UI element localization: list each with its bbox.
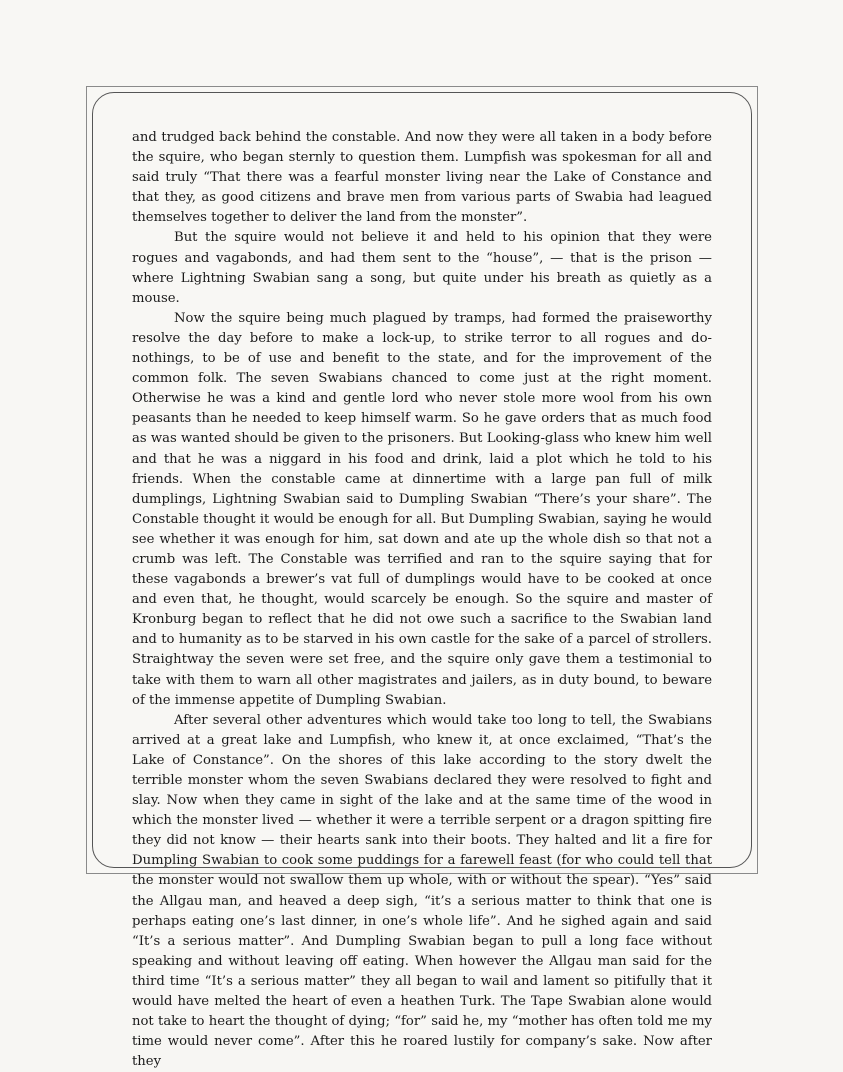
paragraph: After several other adventures which would take too long to tell, the Swabians arrived at a great lake and Lumpfish, who knew it, at once exclaimed, “That’s the Lake of Constance”. On the shores of this lake according to the story dwelt the terrible monster whom the seven Swabians declared they were resolved to fight and slay. Now when they came in sight of the lake and at the same time of the wood in which the monster lived — whether it were a terrible serpent or a dragon spitting fire they did not know — their hearts sank into their boots. They halted and lit a fire for Dumpling Swabian to cook some puddings for a farewell feast (for who could tell that the monster would not swallow them up whole, with or without the spear). “Yes” said the Allgau man, and heaved a deep sigh, “it’s a serious matter to think that one is perhaps eating one’s last dinner, in one’s whole life”. And he sighed again and said “It’s a serious matter”. And Dumpling Swabian began to pull a long face without speaking and without leaving off eating. When however the Allgau man said for the third time “It’s a serious matter” they all began to wail and lament so pitifully that it would have melted the heart of even a heathen Turk. The Tape Swabian alone would not take to heart the thought of dying; “for” said he, my “mother has often told me my time would never come”. After this he roared lustily for company’s sake. Now after they — [132, 712, 712, 1070]
paragraph: and trudged back behind the constable. And now they were all taken in a body before the squire, who began sternly to question them. Lumpfish was spokesman for all and said truly “That there was a fearful monster living near the Lake of Constance and that they, as good citizens and brave men from various parts of Swabia had leagued themselves together to deliver the land from the monster”. — [132, 130, 712, 226]
body-text — [132, 128, 712, 1072]
paragraph: But the squire would not believe it and held to his opinion that they were rogues and vagabonds, and had them sent to the “house”, — that is the prison — where Lightning Swabian sang a song, but quite under his breath as quietly as a mouse. — [132, 230, 712, 306]
paragraph: Now the squire being much plagued by tramps, had formed the praiseworthy resolve the day before to make a lock-up, to strike terror to all rogues and do-nothings, to be of use and benefit to the state, and for the improvement of the common folk. The seven Swabians chanced to come just at the right moment. Otherwise he was a kind and gentle lord who never stole more wool from his own peasants than he needed to keep himself warm. So he gave orders that as much food as was wanted should be given to the prisoners. But Looking-glass who knew him well and that he was a niggard in his food and drink, laid a plot which he told to his friends. When the constable came at dinnertime with a large pan full of milk dumplings, Lightning Swabian said to Dumpling Swabian “There’s your share”. The Constable thought it would be enough for all. But Dumpling Swabian, saying he would see whether it was enough for him, sat down and ate up the whole dish so that not a crumb was left. The Constable was terrified and ran to the squire saying that for these vagabonds a brewer’s vat full of dumplings would have to be cooked at once and even that, he thought, would scarcely be enough. So the squire and master of Kronburg began to reflect that he did not owe such a sacrifice to the Swabian land and to humanity as to be starved in his own castle for the sake of a parcel of strollers. Straightway the seven were set free, and the squire only gave them a testimonial to take with them to warn all other magistrates and jailers, as in duty bound, to beware of the immense appetite of Dumpling Swabian. — [132, 310, 712, 708]
